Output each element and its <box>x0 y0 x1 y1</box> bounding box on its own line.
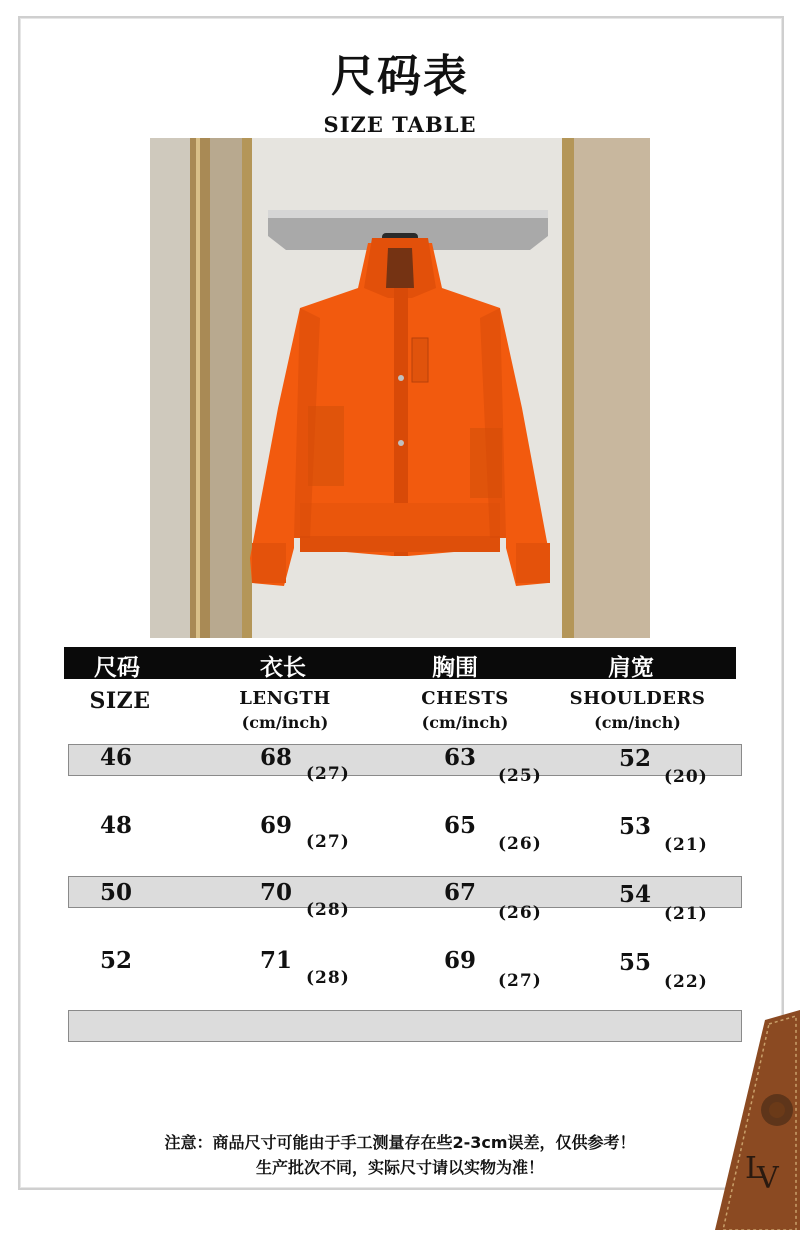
cell-size: 46 <box>100 744 133 771</box>
header-size: 尺码 <box>94 655 140 681</box>
logo-strap <box>705 1010 800 1230</box>
note-line-2: 生产批次不同，实际尺寸请以实物为准！ <box>255 1158 544 1177</box>
cell-shoulders: 53 <box>619 813 652 840</box>
cell-shoulders: 54 <box>619 881 652 908</box>
cell-length-inch: (28) <box>306 968 350 988</box>
cell-chest: 63 <box>444 744 477 771</box>
cell-chest-inch: (26) <box>498 903 542 923</box>
svg-text:L: L <box>745 1151 765 1186</box>
cell-size: 50 <box>100 879 133 906</box>
cell-shoulders: 52 <box>619 745 652 772</box>
cell-chest-inch: (25) <box>498 766 542 786</box>
table-header-bar <box>64 647 736 679</box>
subheader-length: LENGTH (cm/inch) <box>239 688 331 732</box>
subheader-size: SIZE <box>89 688 151 714</box>
cell-size: 48 <box>100 812 133 839</box>
jacket-illustration <box>150 138 650 638</box>
cell-shoulders: 55 <box>619 949 652 976</box>
header-chest: 胸围 <box>432 655 478 681</box>
subheader-chest: CHESTS (cm/inch) <box>421 688 509 732</box>
cell-chest: 65 <box>444 812 477 839</box>
cell-length: 70 <box>260 879 293 906</box>
page-title-en: SIZE TABLE <box>323 112 477 137</box>
cell-chest: 69 <box>444 947 477 974</box>
page-title-cn: 尺码表 <box>331 51 469 102</box>
cell-shoulders-inch: (22) <box>664 972 708 992</box>
monogram-strap-icon <box>705 1010 800 1230</box>
cell-chest: 67 <box>444 879 477 906</box>
cell-chest-inch: (27) <box>498 971 542 991</box>
row-band-empty <box>68 1010 742 1042</box>
svg-text:V: V <box>757 1161 779 1196</box>
note-line-1: 注意：商品尺寸可能由于手工测量存在些2-3cm误差，仅供参考！ <box>164 1133 636 1152</box>
product-photo <box>150 138 650 638</box>
header-shoulders: 肩宽 <box>608 655 654 681</box>
cell-shoulders-inch: (21) <box>664 904 708 924</box>
cell-length-inch: (28) <box>306 900 350 920</box>
cell-length-inch: (27) <box>306 832 350 852</box>
cell-chest-inch: (26) <box>498 834 542 854</box>
subheader-shoulders: SHOULDERS (cm/inch) <box>569 688 706 732</box>
cell-length: 68 <box>260 744 293 771</box>
cell-shoulders-inch: (20) <box>664 767 708 787</box>
cell-length-inch: (27) <box>306 764 350 784</box>
header-length: 衣长 <box>260 655 306 681</box>
cell-length: 69 <box>260 812 293 839</box>
cell-shoulders-inch: (21) <box>664 835 708 855</box>
cell-size: 52 <box>100 947 133 974</box>
cell-length: 71 <box>260 947 293 974</box>
